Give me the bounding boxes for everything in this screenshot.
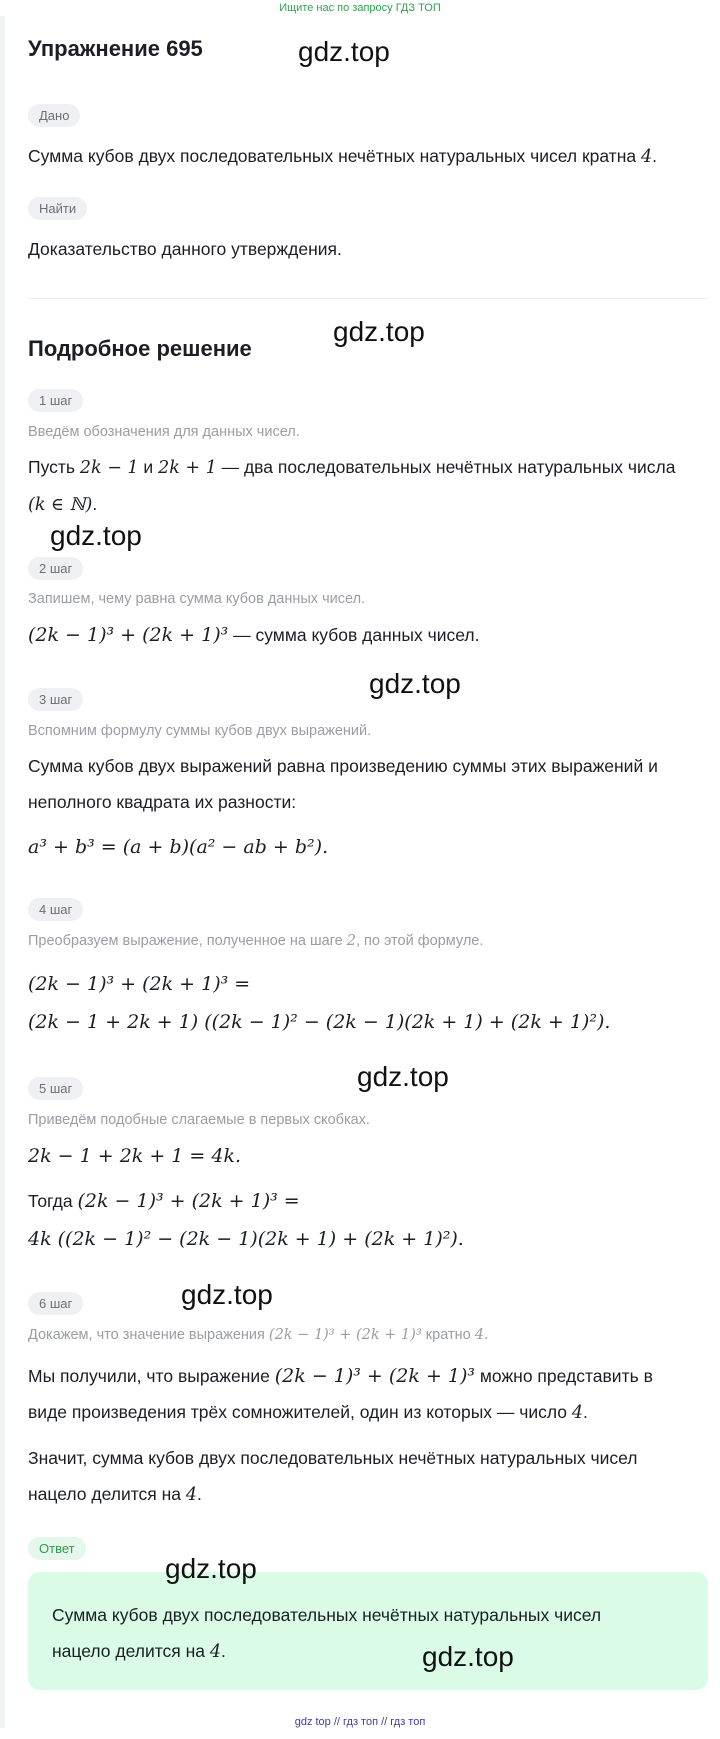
left-border: [0, 16, 5, 1728]
step-hint: Вспомним формулу суммы кубов двух выражений.: [28, 723, 372, 739]
watermark: gdz.top: [422, 1641, 514, 1672]
step-text: виде произведения трёх сомножителей, один из которых — число 4.: [28, 1402, 588, 1423]
step-hint: Докажем, что значение выражения (2k − 1)³ + (2k + 1)³ кратно 4.: [28, 1327, 489, 1343]
step-text: неполного квадрата их разности:: [28, 792, 297, 812]
answer-badge: Ответ: [28, 1537, 86, 1560]
given-badge: Дано: [28, 104, 80, 127]
step-hint: Введём обозначения для данных чисел.: [28, 424, 300, 440]
step-text: (2k − 1)³ + (2k + 1)³ — сумма кубов данных чисел.: [28, 624, 480, 646]
step-text: Пусть 2k − 1 и 2k + 1 — два последовательных нечётных натуральных числа (k ∈ ℕ).: [28, 457, 676, 515]
formula: 2k − 1 + 2k + 1 = 4k.: [28, 1145, 242, 1167]
step-badge: 5 шаг: [28, 1077, 83, 1100]
find-text: Доказательство данного утверждения.: [28, 239, 342, 259]
answer-text: Сумма кубов двух последовательных нечётных натуральных чисел: [52, 1605, 602, 1625]
step-text: Значит, сумма кубов двух последовательных нечётных натуральных чисел: [28, 1448, 638, 1468]
given-text: Сумма кубов двух последовательных нечётных натуральных чисел кратна 4.: [28, 146, 657, 167]
footer-links[interactable]: gdz top // гдз топ // гдз топ: [294, 1716, 426, 1728]
step-text: нацело делится на 4.: [28, 1484, 202, 1505]
step-hint: Приведём подобные слагаемые в первых скобках.: [28, 1112, 370, 1128]
formula: (2k − 1 + 2k + 1) ((2k − 1)² − (2k − 1)(2k + 1) + (2k + 1)²).: [28, 1011, 611, 1033]
step-text: Тогда (2k − 1)³ + (2k + 1)³ =: [28, 1190, 300, 1212]
step-hint: Преобразуем выражение, полученное на шаге 2, по этой формуле.: [28, 933, 484, 949]
step-badge: 1 шаг: [28, 389, 83, 412]
formula: a³ + b³ = (a + b)(a² − ab + b²).: [28, 836, 329, 858]
watermark: gdz.top: [50, 520, 142, 551]
watermark: gdz.top: [298, 36, 390, 67]
step-badge: 4 шаг: [28, 898, 83, 921]
find-badge: Найти: [28, 197, 87, 220]
step-hint: Запишем, чему равна сумма кубов данных чисел.: [28, 591, 366, 607]
step-badge: 3 шаг: [28, 688, 83, 711]
section-divider: [28, 298, 708, 299]
page-title: Упражнение 695: [28, 36, 203, 61]
watermark: gdz.top: [165, 1553, 257, 1584]
answer-text: нацело делится на 4.: [52, 1641, 226, 1662]
step-badge: 6 шаг: [28, 1292, 83, 1315]
search-banner[interactable]: Ищите нас по запросу ГДЗ ТОП: [279, 2, 441, 14]
step-badge: 2 шаг: [28, 557, 83, 580]
solution-title: Подробное решение: [28, 336, 252, 361]
formula: 4k ((2k − 1)² − (2k − 1)(2k + 1) + (2k + 1)²).: [28, 1228, 464, 1250]
watermark: gdz.top: [369, 668, 461, 699]
watermark: gdz.top: [357, 1061, 449, 1092]
formula: (2k − 1)³ + (2k + 1)³ =: [28, 973, 251, 995]
step-text: Сумма кубов двух выражений равна произведению суммы этих выражений и: [28, 756, 658, 776]
watermark: gdz.top: [181, 1279, 273, 1310]
watermark: gdz.top: [333, 316, 425, 347]
step-text: Мы получили, что выражение (2k − 1)³ + (2k + 1)³ можно представить в: [28, 1365, 653, 1387]
